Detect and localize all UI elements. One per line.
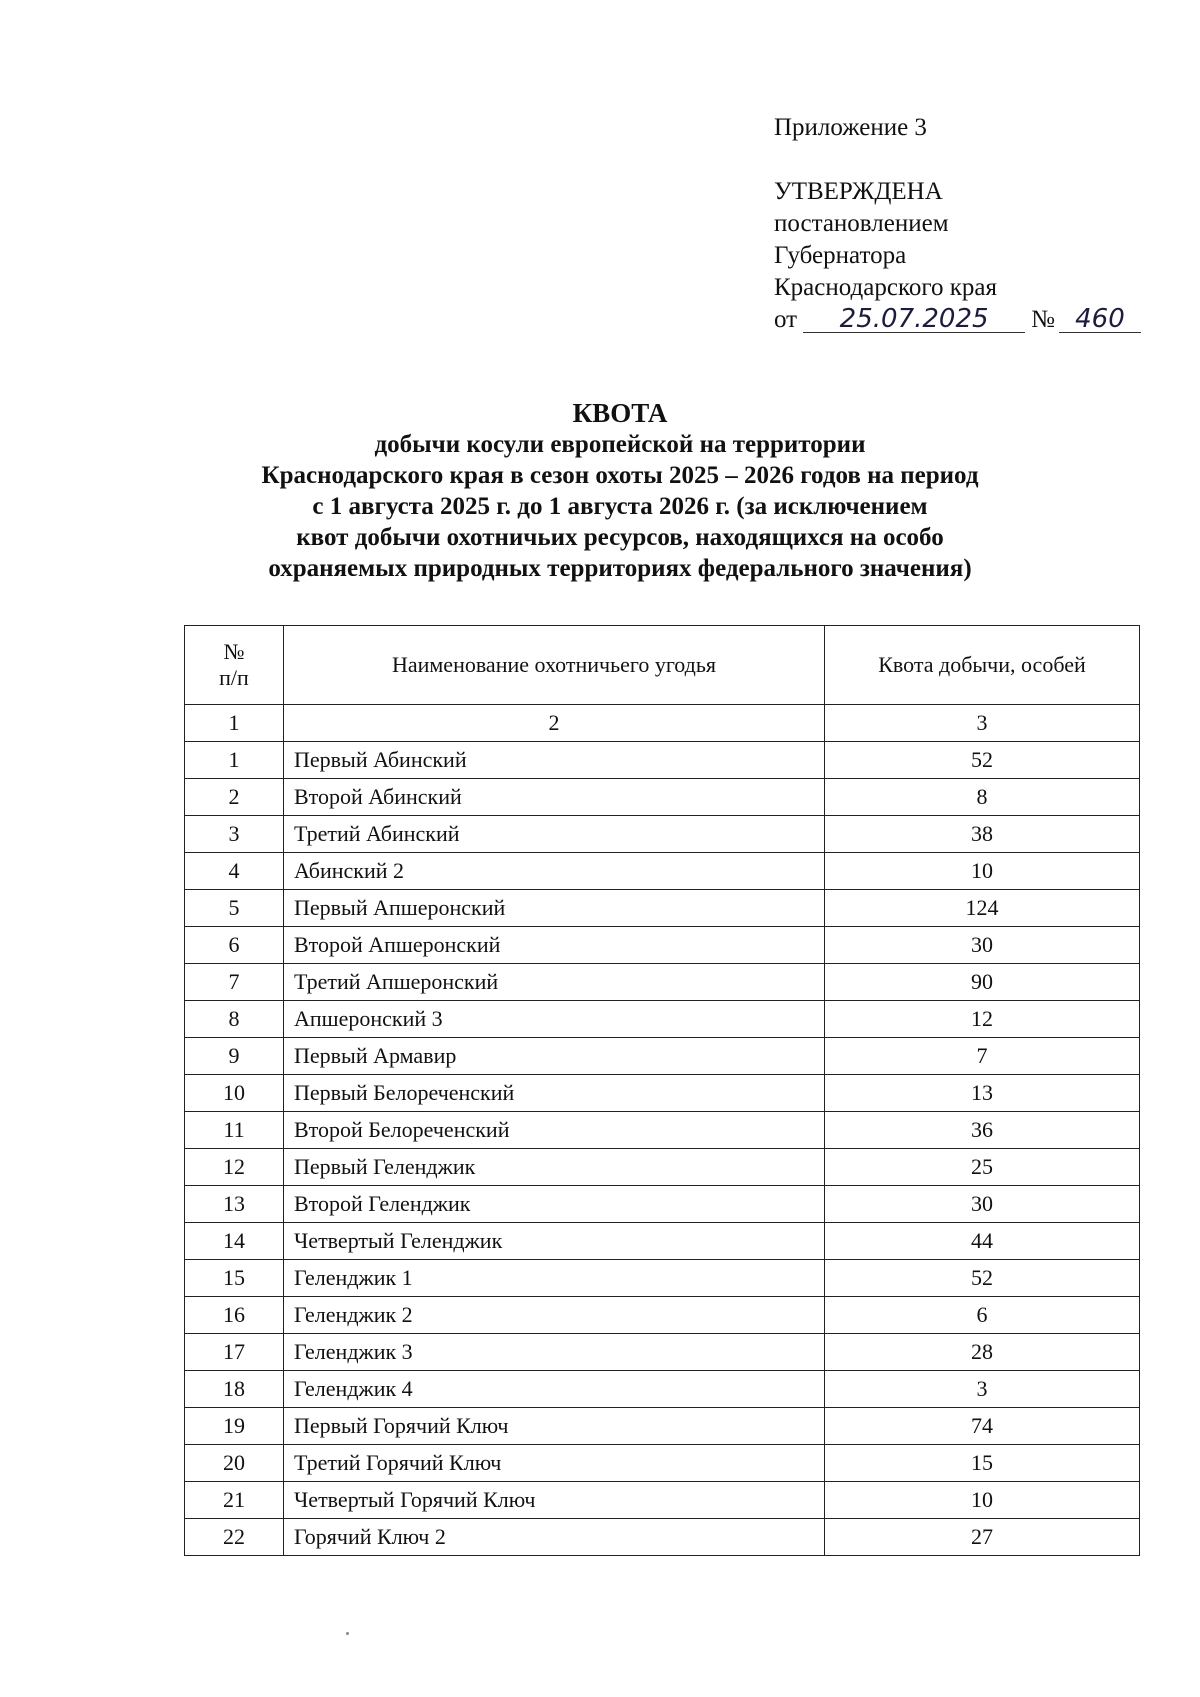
- table-row: [185, 779, 1140, 816]
- table-row: [185, 1297, 1140, 1334]
- appendix-label: Приложение 3: [774, 114, 927, 141]
- table-row: [185, 964, 1140, 1001]
- row-number: 19: [185, 1408, 284, 1445]
- approval-date-line: [774, 304, 1141, 336]
- quota-value: 90: [825, 964, 1140, 1001]
- table-row: [185, 1482, 1140, 1519]
- quota-value: 44: [825, 1223, 1140, 1260]
- hunting-ground-name: Абинский 2: [284, 853, 825, 890]
- hunting-ground-name: Первый Геленджик: [284, 1149, 825, 1186]
- row-number: 17: [185, 1334, 284, 1371]
- table-row: [185, 1223, 1140, 1260]
- document-title: [180, 398, 1060, 584]
- hunting-ground-name: Геленджик 1: [284, 1260, 825, 1297]
- hunting-ground-name: Первый Горячий Ключ: [284, 1408, 825, 1445]
- hunting-ground-name: Третий Горячий Ключ: [284, 1445, 825, 1482]
- handwritten-date: 25.07.2025: [803, 306, 1025, 333]
- title-line-5: охраняемых природных территориях федерального значения): [268, 555, 972, 582]
- header-quota: Квота добычи, особей: [825, 626, 1140, 705]
- row-number: 10: [185, 1075, 284, 1112]
- hunting-ground-name: Первый Белореченский: [284, 1075, 825, 1112]
- quota-value: 36: [825, 1112, 1140, 1149]
- table-row: [185, 853, 1140, 890]
- title-line-4: квот добычи охотничьих ресурсов, находящихся на особо: [296, 524, 944, 551]
- quota-value: 27: [825, 1519, 1140, 1556]
- quota-value: 10: [825, 1482, 1140, 1519]
- row-number: 11: [185, 1112, 284, 1149]
- quota-value: 8: [825, 779, 1140, 816]
- header-name: Наименование охотничьего угодья: [284, 626, 825, 705]
- row-number: 21: [185, 1482, 284, 1519]
- hunting-ground-name: Геленджик 3: [284, 1334, 825, 1371]
- table-row: [185, 1519, 1140, 1556]
- handwritten-number: 460: [1059, 306, 1141, 333]
- table-row: [185, 1001, 1140, 1038]
- hunting-ground-name: Четвертый Геленджик: [284, 1223, 825, 1260]
- table-row: [185, 1260, 1140, 1297]
- quota-value: 12: [825, 1001, 1140, 1038]
- column-number: 3: [825, 705, 1140, 742]
- hunting-ground-name: Первый Армавир: [284, 1038, 825, 1075]
- hunting-ground-name: Апшеронский 3: [284, 1001, 825, 1038]
- hunting-ground-name: Второй Абинский: [284, 779, 825, 816]
- row-number: 8: [185, 1001, 284, 1038]
- table-row: [185, 1408, 1140, 1445]
- column-number-row: [185, 705, 1140, 742]
- table-row: [185, 1445, 1140, 1482]
- table-row: [185, 816, 1140, 853]
- scan-speck: [346, 1632, 349, 1635]
- header-number: [185, 626, 284, 705]
- table-row: [185, 1112, 1140, 1149]
- quota-value: 124: [825, 890, 1140, 927]
- hunting-ground-name: Четвертый Горячий Ключ: [284, 1482, 825, 1519]
- quota-value: 3: [825, 1371, 1140, 1408]
- quota-value: 38: [825, 816, 1140, 853]
- table-row: [185, 1334, 1140, 1371]
- row-number: 12: [185, 1149, 284, 1186]
- quota-value: 6: [825, 1297, 1140, 1334]
- table-row: [185, 1075, 1140, 1112]
- row-number: 7: [185, 964, 284, 1001]
- table-row: [185, 1038, 1140, 1075]
- quota-table: [184, 625, 1140, 1556]
- date-prefix: от: [774, 306, 798, 333]
- number-sign: №: [1031, 306, 1055, 333]
- column-number: 2: [284, 705, 825, 742]
- table-row: [185, 927, 1140, 964]
- title-line-2: Краснодарского края в сезон охоты 2025 – 2026 годов на период: [261, 462, 979, 489]
- title-main: КВОТА: [572, 398, 668, 428]
- column-number: 1: [185, 705, 284, 742]
- approval-line-3: Краснодарского края: [774, 274, 997, 301]
- quota-value: 74: [825, 1408, 1140, 1445]
- quota-value: 25: [825, 1149, 1140, 1186]
- approval-line-1: постановлением: [774, 210, 949, 237]
- quota-value: 30: [825, 1186, 1140, 1223]
- row-number: 4: [185, 853, 284, 890]
- quota-value: 52: [825, 1260, 1140, 1297]
- quota-value: 15: [825, 1445, 1140, 1482]
- row-number: 6: [185, 927, 284, 964]
- row-number: 14: [185, 1223, 284, 1260]
- table-row: [185, 742, 1140, 779]
- title-line-1: добычи косули европейской на территории: [374, 431, 866, 458]
- quota-value: 7: [825, 1038, 1140, 1075]
- hunting-ground-name: Первый Абинский: [284, 742, 825, 779]
- row-number: 1: [185, 742, 284, 779]
- hunting-ground-name: Второй Апшеронский: [284, 927, 825, 964]
- hunting-ground-name: Второй Геленджик: [284, 1186, 825, 1223]
- hunting-ground-name: Третий Абинский: [284, 816, 825, 853]
- hunting-ground-name: Геленджик 4: [284, 1371, 825, 1408]
- approved-label: УТВЕРЖДЕНА: [774, 178, 943, 205]
- quota-value: 13: [825, 1075, 1140, 1112]
- quota-value: 10: [825, 853, 1140, 890]
- row-number: 5: [185, 890, 284, 927]
- hunting-ground-name: Второй Белореченский: [284, 1112, 825, 1149]
- row-number: 22: [185, 1519, 284, 1556]
- row-number: 18: [185, 1371, 284, 1408]
- hunting-ground-name: Третий Апшеронский: [284, 964, 825, 1001]
- title-line-3: с 1 августа 2025 г. до 1 августа 2026 г. (за исключением: [312, 493, 928, 520]
- hunting-ground-name: Первый Апшеронский: [284, 890, 825, 927]
- hunting-ground-name: Горячий Ключ 2: [284, 1519, 825, 1556]
- table-row: [185, 1149, 1140, 1186]
- quota-value: 28: [825, 1334, 1140, 1371]
- row-number: 13: [185, 1186, 284, 1223]
- hunting-ground-name: Геленджик 2: [284, 1297, 825, 1334]
- row-number: 2: [185, 779, 284, 816]
- row-number: 16: [185, 1297, 284, 1334]
- header-number-pp: п/п: [219, 665, 249, 690]
- quota-value: 30: [825, 927, 1140, 964]
- quota-value: 52: [825, 742, 1140, 779]
- table-row: [185, 1371, 1140, 1408]
- approval-line-2: Губернатора: [774, 242, 907, 269]
- table-header-row: [185, 626, 1140, 705]
- table-row: [185, 1186, 1140, 1223]
- row-number: 15: [185, 1260, 284, 1297]
- approval-block: [774, 112, 1141, 336]
- row-number: 20: [185, 1445, 284, 1482]
- row-number: 3: [185, 816, 284, 853]
- row-number: 9: [185, 1038, 284, 1075]
- table-row: [185, 890, 1140, 927]
- header-number-sign: №: [223, 639, 245, 664]
